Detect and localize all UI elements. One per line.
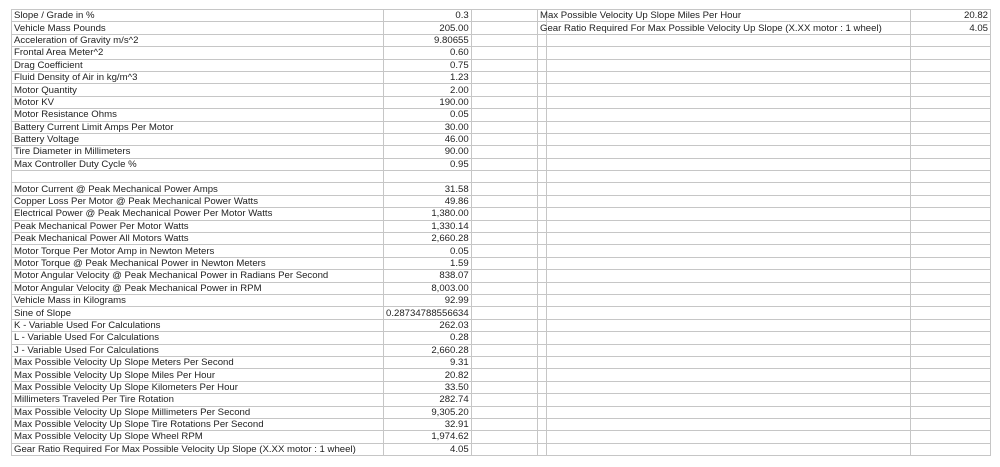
empty-cell[interactable] (538, 344, 911, 356)
empty-cell[interactable] (471, 121, 546, 133)
summary-value[interactable]: 4.05 (911, 22, 991, 34)
row-value[interactable]: 92.99 (384, 294, 472, 306)
row-value[interactable]: 0.3 (384, 10, 472, 22)
row-label[interactable]: Max Possible Velocity Up Slope Kilometers Per Hour (12, 381, 384, 393)
empty-row (538, 431, 991, 443)
row-label[interactable]: Vehicle Mass in Kilograms (12, 294, 384, 306)
result-row (12, 245, 547, 257)
empty-row (538, 47, 991, 59)
empty-cell[interactable] (911, 220, 991, 232)
row-label[interactable]: Peak Mechanical Power All Motors Watts (12, 233, 384, 245)
empty-cell[interactable] (911, 344, 991, 356)
empty-row (538, 270, 991, 282)
empty-cell[interactable] (471, 257, 546, 269)
input-row (12, 146, 547, 158)
row-value[interactable]: 0.05 (384, 245, 472, 257)
row-label[interactable]: Gear Ratio Required For Max Possible Velocity Up Slope (X.XX motor : 1 wheel) (12, 443, 384, 455)
row-label[interactable]: Frontal Area Meter^2 (12, 47, 384, 59)
empty-cell[interactable] (471, 96, 546, 108)
row-label[interactable]: Tire Diameter in Millimeters (12, 146, 384, 158)
empty-cell[interactable] (12, 171, 384, 183)
row-value[interactable]: 838.07 (384, 270, 472, 282)
result-row (12, 257, 547, 269)
summary-value[interactable]: 20.82 (911, 10, 991, 22)
empty-cell[interactable] (471, 71, 546, 83)
empty-cell[interactable] (471, 59, 546, 71)
empty-cell[interactable] (911, 282, 991, 294)
summary-label[interactable]: Max Possible Velocity Up Slope Miles Per Hour (538, 10, 911, 22)
input-row (12, 84, 547, 96)
empty-cell[interactable] (471, 294, 546, 306)
empty-row (538, 59, 991, 71)
row-value[interactable]: 46.00 (384, 133, 472, 145)
empty-cell[interactable] (471, 282, 546, 294)
result-row (12, 431, 547, 443)
empty-cell[interactable] (911, 356, 991, 368)
row-label[interactable]: Max Possible Velocity Up Slope Miles Per Hour (12, 369, 384, 381)
empty-cell[interactable] (471, 381, 546, 393)
empty-cell[interactable] (471, 109, 546, 121)
row-value[interactable]: 31.58 (384, 183, 472, 195)
empty-cell[interactable] (538, 133, 911, 145)
result-row (12, 344, 547, 356)
row-label[interactable]: Battery Voltage (12, 133, 384, 145)
empty-cell[interactable] (538, 195, 911, 207)
input-row (12, 133, 547, 145)
empty-cell[interactable] (911, 319, 991, 331)
row-label[interactable]: Max Controller Duty Cycle % (12, 158, 384, 170)
result-row (12, 356, 547, 368)
empty-cell[interactable] (538, 431, 911, 443)
empty-cell[interactable] (911, 208, 991, 220)
row-label[interactable]: Sine of Slope (12, 307, 384, 319)
empty-cell[interactable] (471, 443, 546, 455)
row-label[interactable]: Motor Resistance Ohms (12, 109, 384, 121)
input-row (12, 109, 547, 121)
empty-cell[interactable] (538, 59, 911, 71)
empty-row (538, 443, 991, 455)
empty-row (538, 381, 991, 393)
empty-cell[interactable] (538, 294, 911, 306)
empty-cell[interactable] (471, 195, 546, 207)
empty-row (538, 195, 991, 207)
empty-cell[interactable] (471, 394, 546, 406)
empty-cell[interactable] (911, 71, 991, 83)
empty-cell[interactable] (471, 418, 546, 430)
empty-cell[interactable] (538, 257, 911, 269)
empty-cell[interactable] (911, 84, 991, 96)
empty-row (538, 307, 991, 319)
result-row (12, 294, 547, 306)
empty-cell[interactable] (538, 47, 911, 59)
empty-cell[interactable] (471, 233, 546, 245)
row-value[interactable]: 0.28 (384, 332, 472, 344)
row-value[interactable]: 2,660.28 (384, 233, 472, 245)
row-value[interactable]: 33.50 (384, 381, 472, 393)
result-row (12, 332, 547, 344)
empty-cell[interactable] (471, 22, 546, 34)
empty-cell[interactable] (538, 233, 911, 245)
row-value[interactable]: 90.00 (384, 146, 472, 158)
input-row (12, 47, 547, 59)
row-label[interactable]: Motor Torque @ Peak Mechanical Power in Newton Meters (12, 257, 384, 269)
empty-cell[interactable] (911, 96, 991, 108)
summary-table (537, 9, 991, 456)
empty-cell[interactable] (471, 47, 546, 59)
row-label[interactable]: Motor Angular Velocity @ Peak Mechanical Power in RPM (12, 282, 384, 294)
row-value[interactable]: 9.80655 (384, 34, 472, 46)
row-label[interactable]: Millimeters Traveled Per Tire Rotation (12, 394, 384, 406)
result-row (12, 381, 547, 393)
empty-row (538, 332, 991, 344)
row-value[interactable]: 1,380.00 (384, 208, 472, 220)
empty-row (538, 220, 991, 232)
empty-cell[interactable] (471, 245, 546, 257)
empty-cell[interactable] (538, 109, 911, 121)
summary-row (538, 10, 991, 22)
row-value[interactable]: 2,660.28 (384, 344, 472, 356)
empty-cell[interactable] (538, 443, 911, 455)
row-value[interactable]: 205.00 (384, 22, 472, 34)
empty-row (538, 233, 991, 245)
empty-cell[interactable] (538, 369, 911, 381)
empty-cell[interactable] (471, 208, 546, 220)
empty-cell[interactable] (471, 146, 546, 158)
row-value[interactable]: 0.60 (384, 47, 472, 59)
empty-cell[interactable] (384, 171, 472, 183)
empty-cell[interactable] (538, 282, 911, 294)
empty-cell[interactable] (538, 71, 911, 83)
row-label[interactable]: Max Possible Velocity Up Slope Millimeters Per Second (12, 406, 384, 418)
empty-cell[interactable] (538, 96, 911, 108)
empty-cell[interactable] (911, 183, 991, 195)
empty-cell[interactable] (911, 233, 991, 245)
empty-cell[interactable] (911, 121, 991, 133)
empty-cell[interactable] (911, 406, 991, 418)
empty-row (538, 369, 991, 381)
empty-row (538, 257, 991, 269)
row-label[interactable]: Battery Current Limit Amps Per Motor (12, 121, 384, 133)
result-row (12, 394, 547, 406)
row-label[interactable]: Max Possible Velocity Up Slope Meters Per Second (12, 356, 384, 368)
empty-cell[interactable] (911, 431, 991, 443)
result-row (12, 220, 547, 232)
empty-row (538, 121, 991, 133)
row-value[interactable]: 1,974.62 (384, 431, 472, 443)
empty-cell[interactable] (911, 381, 991, 393)
empty-row (538, 319, 991, 331)
empty-cell[interactable] (538, 171, 911, 183)
row-value[interactable]: 49.86 (384, 195, 472, 207)
row-value[interactable]: 2.00 (384, 84, 472, 96)
summary-row (538, 22, 991, 34)
empty-cell[interactable] (471, 369, 546, 381)
empty-cell[interactable] (538, 146, 911, 158)
empty-cell[interactable] (471, 133, 546, 145)
empty-cell[interactable] (471, 431, 546, 443)
empty-cell[interactable] (471, 220, 546, 232)
empty-row (538, 344, 991, 356)
empty-cell[interactable] (538, 270, 911, 282)
empty-cell[interactable] (471, 158, 546, 170)
row-value[interactable]: 4.05 (384, 443, 472, 455)
empty-cell[interactable] (538, 158, 911, 170)
empty-row (538, 84, 991, 96)
input-row (12, 22, 547, 34)
row-value[interactable]: 1,330.14 (384, 220, 472, 232)
empty-row (538, 71, 991, 83)
empty-cell[interactable] (471, 84, 546, 96)
row-label[interactable]: Motor Torque Per Motor Amp in Newton Meters (12, 245, 384, 257)
empty-cell[interactable] (911, 270, 991, 282)
empty-cell[interactable] (911, 133, 991, 145)
empty-cell[interactable] (471, 319, 546, 331)
empty-row (538, 146, 991, 158)
row-value[interactable]: 190.00 (384, 96, 472, 108)
result-row (12, 406, 547, 418)
row-label[interactable]: Copper Loss Per Motor @ Peak Mechanical Power Watts (12, 195, 384, 207)
empty-cell[interactable] (911, 47, 991, 59)
input-row (12, 34, 547, 46)
empty-cell[interactable] (911, 158, 991, 170)
empty-row (538, 96, 991, 108)
row-label[interactable]: Motor Angular Velocity @ Peak Mechanical Power in Radians Per Second (12, 270, 384, 282)
empty-cell[interactable] (538, 183, 911, 195)
row-label[interactable]: Acceleration of Gravity m/s^2 (12, 34, 384, 46)
empty-cell[interactable] (471, 332, 546, 344)
empty-cell[interactable] (471, 270, 546, 282)
empty-cell[interactable] (538, 356, 911, 368)
empty-cell[interactable] (538, 381, 911, 393)
empty-cell[interactable] (471, 406, 546, 418)
empty-cell[interactable] (471, 183, 546, 195)
empty-row (538, 133, 991, 145)
empty-cell[interactable] (538, 84, 911, 96)
empty-cell[interactable] (911, 294, 991, 306)
row-value[interactable]: 32.91 (384, 418, 472, 430)
result-row (12, 233, 547, 245)
empty-cell[interactable] (538, 220, 911, 232)
row-label[interactable]: Electrical Power @ Peak Mechanical Power Per Motor Watts (12, 208, 384, 220)
empty-cell[interactable] (538, 34, 911, 46)
input-row (12, 59, 547, 71)
input-row (12, 96, 547, 108)
empty-cell[interactable] (911, 369, 991, 381)
empty-cell[interactable] (911, 307, 991, 319)
empty-cell[interactable] (911, 245, 991, 257)
empty-cell[interactable] (911, 59, 991, 71)
empty-cell[interactable] (538, 394, 911, 406)
empty-cell[interactable] (538, 121, 911, 133)
row-label[interactable]: K - Variable Used For Calculations (12, 319, 384, 331)
empty-cell[interactable] (911, 171, 991, 183)
input-row (12, 158, 547, 170)
empty-cell[interactable] (538, 319, 911, 331)
empty-cell[interactable] (911, 146, 991, 158)
row-label[interactable]: Slope / Grade in % (12, 10, 384, 22)
row-value[interactable]: 0.28734788556634 (384, 307, 472, 319)
row-value[interactable]: 282.74 (384, 394, 472, 406)
row-value[interactable]: 30.00 (384, 121, 472, 133)
row-value[interactable]: 0.05 (384, 109, 472, 121)
summary-label[interactable]: Gear Ratio Required For Max Possible Velocity Up Slope (X.XX motor : 1 wheel) (538, 22, 911, 34)
empty-cell[interactable] (538, 208, 911, 220)
row-value[interactable]: 8,003.00 (384, 282, 472, 294)
row-value[interactable]: 9,305.20 (384, 406, 472, 418)
empty-row (538, 208, 991, 220)
empty-row (538, 356, 991, 368)
empty-row (538, 34, 991, 46)
result-row (12, 183, 547, 195)
empty-cell[interactable] (471, 10, 546, 22)
row-label[interactable]: Max Possible Velocity Up Slope Tire Rotations Per Second (12, 418, 384, 430)
empty-cell[interactable] (911, 257, 991, 269)
empty-row (538, 282, 991, 294)
result-row (12, 369, 547, 381)
empty-row (538, 171, 991, 183)
empty-cell[interactable] (538, 332, 911, 344)
empty-cell[interactable] (471, 34, 546, 46)
row-label[interactable]: Peak Mechanical Power Per Motor Watts (12, 220, 384, 232)
result-row (12, 307, 547, 319)
result-row (12, 270, 547, 282)
row-value[interactable]: 0.75 (384, 59, 472, 71)
empty-cell[interactable] (471, 356, 546, 368)
empty-row (538, 406, 991, 418)
empty-cell[interactable] (471, 171, 546, 183)
row-label[interactable]: Fluid Density of Air in kg/m^3 (12, 71, 384, 83)
row-label[interactable]: J - Variable Used For Calculations (12, 344, 384, 356)
empty-row (538, 158, 991, 170)
empty-cell[interactable] (538, 245, 911, 257)
empty-row (538, 109, 991, 121)
row-value[interactable]: 1.23 (384, 71, 472, 83)
empty-cell[interactable] (538, 406, 911, 418)
result-row (12, 418, 547, 430)
input-row (12, 121, 547, 133)
row-value[interactable]: 20.82 (384, 369, 472, 381)
result-row (12, 208, 547, 220)
result-row (12, 443, 547, 455)
empty-cell[interactable] (911, 34, 991, 46)
empty-cell[interactable] (471, 344, 546, 356)
empty-cell[interactable] (911, 195, 991, 207)
row-value[interactable]: 262.03 (384, 319, 472, 331)
empty-row (538, 294, 991, 306)
row-label[interactable]: Max Possible Velocity Up Slope Wheel RPM (12, 431, 384, 443)
empty-cell[interactable] (911, 418, 991, 430)
empty-row (538, 183, 991, 195)
empty-cell[interactable] (911, 394, 991, 406)
empty-cell[interactable] (538, 418, 911, 430)
row-value[interactable]: 0.95 (384, 158, 472, 170)
row-label[interactable]: Drag Coefficient (12, 59, 384, 71)
empty-cell[interactable] (911, 332, 991, 344)
result-row (12, 195, 547, 207)
row-label[interactable]: L - Variable Used For Calculations (12, 332, 384, 344)
empty-cell[interactable] (538, 307, 911, 319)
row-label[interactable]: Motor Quantity (12, 84, 384, 96)
row-value[interactable]: 9.31 (384, 356, 472, 368)
row-label[interactable]: Motor KV (12, 96, 384, 108)
result-row (12, 319, 547, 331)
empty-cell[interactable] (911, 443, 991, 455)
empty-row (538, 394, 991, 406)
result-row (12, 282, 547, 294)
input-row (12, 10, 547, 22)
blank-row (12, 171, 547, 183)
row-value[interactable]: 1.59 (384, 257, 472, 269)
row-label[interactable]: Motor Current @ Peak Mechanical Power Amps (12, 183, 384, 195)
empty-cell[interactable] (471, 307, 546, 319)
empty-cell[interactable] (911, 109, 991, 121)
row-label[interactable]: Vehicle Mass Pounds (12, 22, 384, 34)
calculator-table (11, 9, 547, 456)
empty-row (538, 418, 991, 430)
input-row (12, 71, 547, 83)
empty-row (538, 245, 991, 257)
